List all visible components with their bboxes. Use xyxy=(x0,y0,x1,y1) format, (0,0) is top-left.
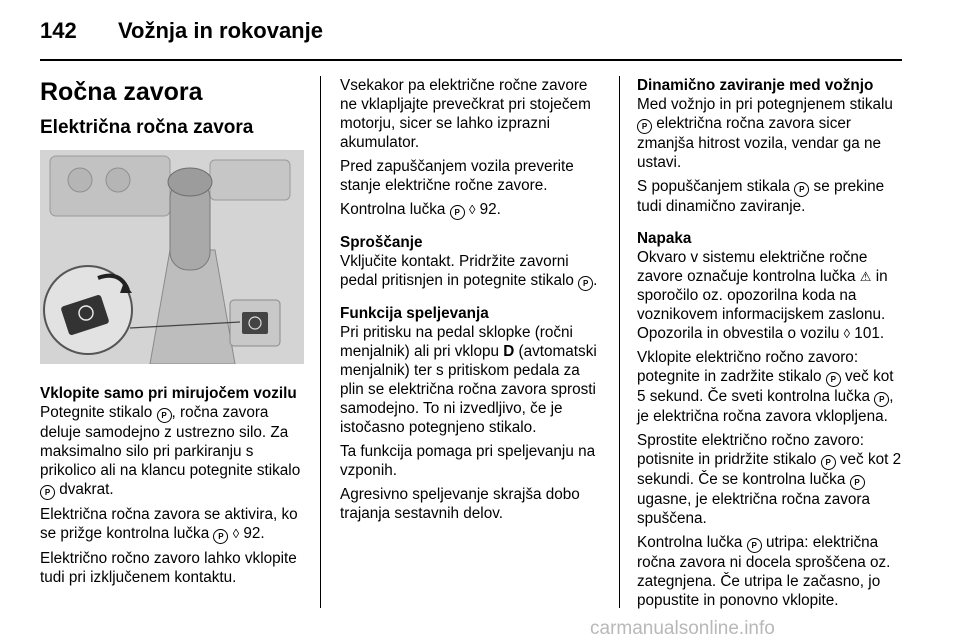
parking-brake-illustration xyxy=(40,150,304,364)
header-rule xyxy=(40,59,902,61)
paragraph: Pred zapuščanjem vozila preverite stanje električne ročne zavore. xyxy=(340,158,574,194)
column-divider xyxy=(619,76,620,608)
subheading: Funkcija speljevanja xyxy=(340,305,489,322)
paragraph: Vključite kontakt. Pridržite zavorni pedal pritisnjen in potegnite stikalo P . xyxy=(340,253,598,289)
page-reference-icon: ◊ xyxy=(232,526,240,541)
paragraph: Kontrolna lučka P utripa: električna ročna zavora ni docela sproščena oz. zategnjena. Če utripa le začasno, jo popustite in ponovno vklopite. xyxy=(637,534,891,609)
column-1 xyxy=(40,76,304,592)
parking-brake-icon: P xyxy=(821,455,836,470)
column-divider xyxy=(320,76,321,608)
parking-brake-icon: P xyxy=(794,182,809,197)
page-number: 142 xyxy=(40,18,77,43)
paragraph: Med vožnjo in pri potegnjenem stikalu P električna ročna zavora sicer zmanjša hitrost vozila, vendar ga ne ustavi. xyxy=(637,96,893,171)
watermark: carmanualsonline.info xyxy=(590,618,775,639)
section-title: Ročna zavora xyxy=(40,78,203,106)
parking-brake-icon: P xyxy=(826,372,841,387)
paragraph: S popuščanjem stikala P se prekine tudi dinamično zaviranje. xyxy=(637,178,885,215)
parking-brake-icon: P xyxy=(874,392,889,407)
paragraph: Okvaro v sistemu električne ročne zavore označuje kontrolna lučka ⚠ in sporočilo oz. opozorilna koda na voznikovem informacijskem zaslonu. Opozorila in obvestila o vozilu ◊ 101. xyxy=(637,249,888,342)
column-3 xyxy=(637,76,905,615)
paragraph: Kontrolna lučka P ◊ 92. xyxy=(340,201,501,218)
fault-warning-icon: ⚠ xyxy=(859,269,872,284)
subsection-title: Električna ročna zavora xyxy=(40,117,254,138)
running-title: Vožnja in rokovanje xyxy=(118,18,323,43)
page-reference-icon: ◊ xyxy=(468,202,476,217)
page-header xyxy=(40,18,920,58)
console-drawing xyxy=(40,150,304,364)
parking-brake-icon: P xyxy=(450,205,465,220)
parking-brake-icon: P xyxy=(637,119,652,134)
parking-brake-icon: P xyxy=(213,529,228,544)
subheading: Vklopite samo pri mirujočem vozilu xyxy=(40,385,297,402)
paragraph: Vsekakor pa električne ročne zavore ne vklapljajte prevečkrat pri stoječem motorju, sicer se lahko izprazni akumulator. xyxy=(340,77,591,151)
paragraph: Električna ročna zavora se aktivira, ko se prižge kontrolna lučka P ◊ 92. xyxy=(40,506,298,542)
column-2 xyxy=(340,76,604,528)
gear-d-label: D xyxy=(503,343,515,360)
subheading: Sproščanje xyxy=(340,234,423,251)
paragraph: Sprostite električno ročno zavoro: potisnite in pridržite stikalo P več kot 2 sekundi. Če se kontrolna lučka P ugasne, je električna ročna zavora spuščena. xyxy=(637,432,902,527)
paragraph: Ta funkcija pomaga pri speljevanju na vzponih. xyxy=(340,443,596,479)
subheading: Napaka xyxy=(637,230,692,247)
paragraph: Vklopite električno ročno zavoro: potegnite in zadržite stikalo P več kot 5 sekund. Če sveti kontrolna lučka P , je električna ročna zavora vklopljena. xyxy=(637,349,894,425)
parking-brake-icon: P xyxy=(578,276,593,291)
subheading: Dinamično zaviranje med vožnjo xyxy=(637,77,874,94)
parking-brake-icon: P xyxy=(40,485,55,500)
parking-brake-icon: P xyxy=(157,408,172,423)
paragraph: Potegnite stikalo P , ročna zavora deluje samodejno z ustrezno silo. Za maksimalno silo pri parkiranju s prikolico ali na klancu potegnite stikalo P dvakrat. xyxy=(40,404,301,498)
paragraph: Pri pritisku na pedal sklopke (ročni menjalnik) ali pri vklopu D (avtomatski menjalnik) ter s pritiskom pedala za plin se električna ročna zavora sprosti samodejno. To ni izvedljivo, če je istočasno potegnjeno stikalo. xyxy=(340,324,597,436)
parking-brake-icon: P xyxy=(747,538,762,553)
parking-brake-icon: P xyxy=(850,475,865,490)
page-reference-icon: ◊ xyxy=(843,326,851,341)
paragraph: Električno ročno zavoro lahko vklopite tudi pri izključenem kontaktu. xyxy=(40,550,297,586)
paragraph: Agresivno speljevanje skrajša dobo trajanja sestavnih delov. xyxy=(340,486,580,522)
